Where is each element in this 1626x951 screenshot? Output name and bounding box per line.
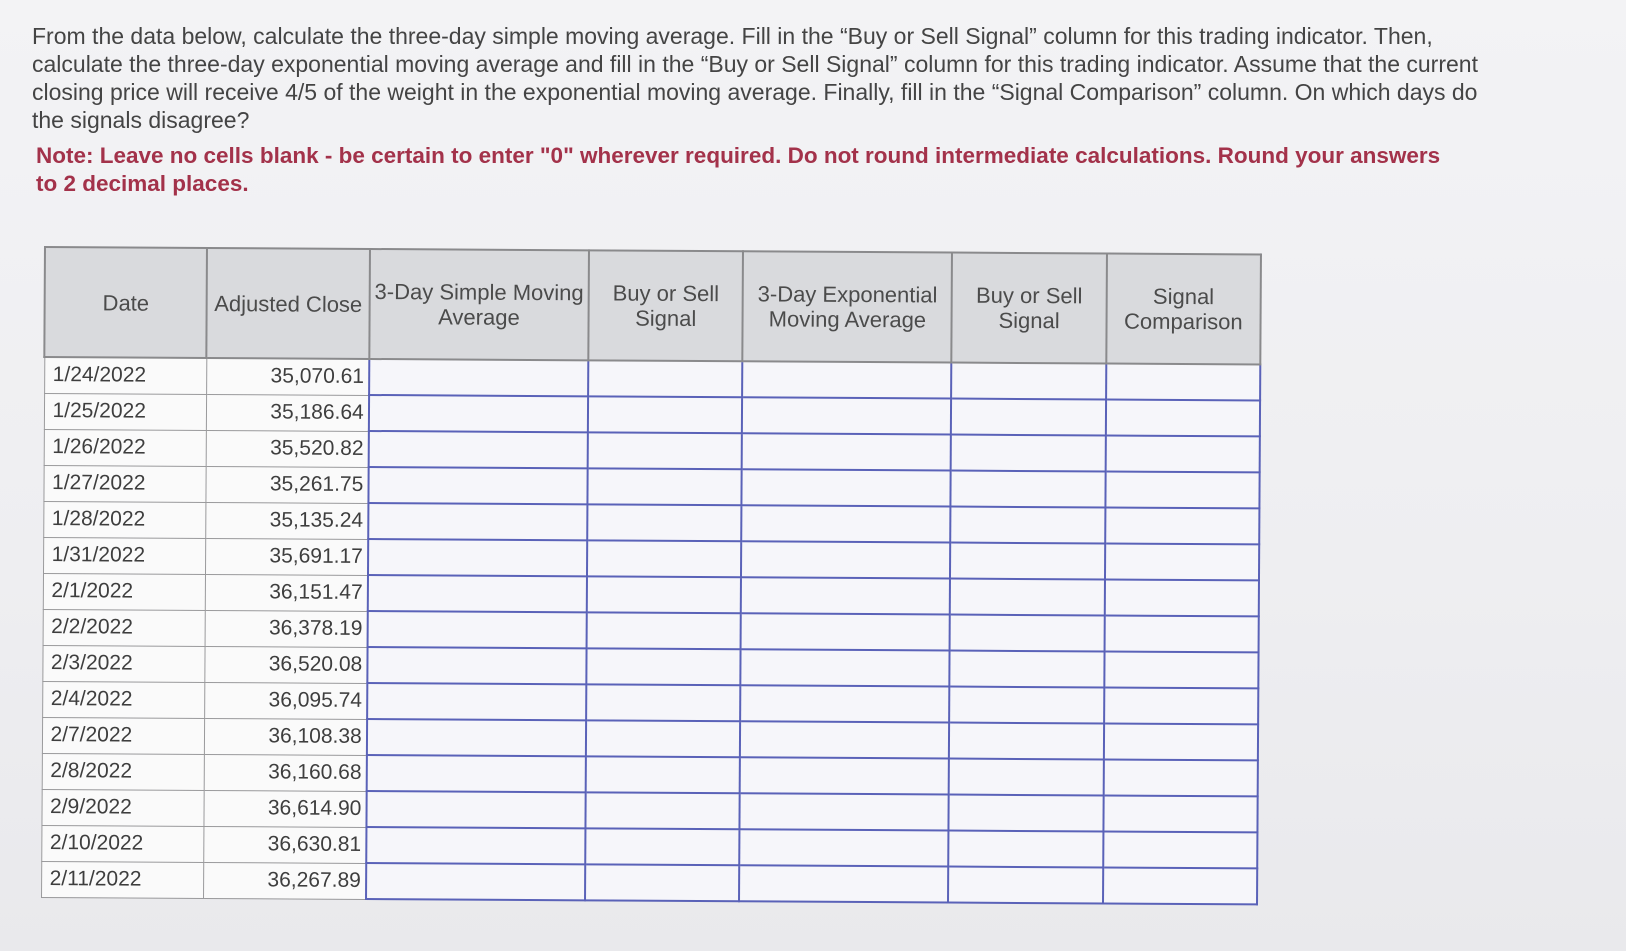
ema-input-cell[interactable] [740, 829, 949, 866]
sma-signal-input[interactable] [586, 865, 738, 900]
signal-comparison-input-cell[interactable] [1104, 723, 1259, 760]
adjusted-close-cell: 36,520.08 [205, 646, 368, 683]
ema-input-cell[interactable] [741, 541, 950, 578]
date-cell: 2/7/2022 [42, 717, 205, 754]
sma-input-cell[interactable] [366, 791, 585, 828]
sma-input-cell[interactable] [366, 827, 585, 864]
sma-signal-input[interactable] [586, 793, 738, 828]
date-cell: 2/1/2022 [43, 573, 206, 610]
date-cell: 1/26/2022 [44, 429, 207, 466]
signal-comparison-input[interactable] [1105, 652, 1258, 687]
adjusted-close-cell: 35,261.75 [206, 466, 369, 503]
ema-input-cell[interactable] [740, 757, 949, 794]
ema-signal-input[interactable] [951, 688, 1103, 723]
signal-comparison-input[interactable] [1106, 472, 1259, 507]
adjusted-close-cell: 35,070.61 [206, 358, 369, 395]
sma-input[interactable] [370, 396, 587, 431]
ema-signal-input[interactable] [950, 796, 1102, 831]
ema-input-cell[interactable] [741, 613, 950, 650]
signal-comparison-input[interactable] [1105, 580, 1258, 615]
table-row [41, 861, 1257, 904]
ema-signal-input-cell[interactable] [949, 795, 1103, 832]
sma-input[interactable] [369, 432, 586, 467]
ema-input[interactable] [743, 434, 950, 469]
signal-comparison-input-cell[interactable] [1103, 759, 1258, 796]
adjusted-close-cell: 36,614.90 [204, 790, 367, 827]
sma-signal-input[interactable] [589, 433, 741, 468]
date-cell: 2/10/2022 [41, 825, 204, 862]
sma-input[interactable] [368, 720, 585, 755]
ema-signal-input-cell[interactable] [949, 759, 1103, 796]
table-body [41, 357, 1260, 904]
header-simple-moving-average: 3-Day Simple Moving Average [369, 249, 589, 360]
sma-signal-input[interactable] [588, 469, 740, 504]
sma-signal-input-cell[interactable] [586, 720, 740, 757]
ema-input[interactable] [741, 722, 948, 757]
sma-signal-input-cell[interactable] [586, 648, 740, 685]
ema-input-cell[interactable] [742, 469, 951, 506]
question-text: From the data below, calculate the three-day simple moving average. Fill in the “Buy or Sell Signal” column for this trading indicator. Then, calculate the three-day exponential moving average and fill in the “Buy or Sell Signal” column for this trading indicator. Assume that the current closing price will receive 4/5 of the weight in the exponential moving average. Finally, fill in the “Signal Comparison” column. On which days do the signals disagree? [32, 23, 1478, 133]
ema-signal-input[interactable] [952, 472, 1104, 507]
sma-input-cell[interactable] [367, 683, 586, 720]
ema-signal-input[interactable] [952, 364, 1104, 399]
ema-signal-input[interactable] [951, 616, 1103, 651]
signal-comparison-input-cell[interactable] [1105, 435, 1260, 472]
header-signal-comparison: Signal Comparison [1106, 253, 1261, 364]
date-cell: 1/24/2022 [44, 357, 207, 394]
ema-signal-input[interactable] [952, 436, 1104, 471]
ema-input-cell[interactable] [739, 865, 948, 902]
ema-signal-input-cell[interactable] [949, 831, 1103, 868]
sma-input[interactable] [368, 684, 585, 719]
sma-signal-input[interactable] [588, 577, 740, 612]
ema-signal-input-cell[interactable] [951, 507, 1105, 544]
signal-comparison-input-cell[interactable] [1106, 399, 1261, 436]
adjusted-close-cell: 36,267.89 [203, 862, 366, 899]
ema-signal-input-cell[interactable] [951, 363, 1105, 400]
ema-input-cell[interactable] [741, 649, 950, 686]
sma-input[interactable] [367, 864, 584, 899]
sma-input[interactable] [367, 792, 584, 827]
signal-comparison-input[interactable] [1105, 724, 1258, 759]
sma-input-cell[interactable] [368, 503, 587, 540]
date-cell: 2/3/2022 [42, 645, 205, 682]
signal-comparison-input[interactable] [1107, 364, 1260, 399]
adjusted-close-cell: 35,135.24 [206, 502, 369, 539]
ema-input[interactable] [743, 362, 950, 397]
ema-input-cell[interactable] [740, 793, 949, 830]
sma-signal-input-cell[interactable] [586, 756, 740, 793]
ema-input[interactable] [743, 506, 950, 541]
sma-signal-input-cell[interactable] [588, 360, 742, 397]
sma-signal-input-cell[interactable] [585, 792, 739, 829]
sma-input[interactable] [370, 360, 587, 395]
signal-comparison-input-cell[interactable] [1105, 471, 1260, 508]
sma-signal-input-cell[interactable] [588, 396, 742, 433]
signal-comparison-input[interactable] [1107, 400, 1260, 435]
date-cell: 2/2/2022 [43, 609, 206, 646]
sma-signal-input-cell[interactable] [587, 540, 741, 577]
ema-input[interactable] [742, 578, 949, 613]
sma-input-cell[interactable] [367, 611, 586, 648]
sma-signal-input[interactable] [588, 613, 740, 648]
signal-comparison-input-cell[interactable] [1104, 651, 1259, 688]
ema-signal-input-cell[interactable] [948, 867, 1102, 904]
ema-input[interactable] [742, 542, 949, 577]
sma-input-cell[interactable] [366, 863, 585, 900]
signal-comparison-input[interactable] [1105, 688, 1258, 723]
sma-input-cell[interactable] [368, 539, 587, 576]
ema-signal-input[interactable] [952, 508, 1104, 543]
sma-input[interactable] [369, 504, 586, 539]
header-adjusted-close: Adjusted Close [207, 248, 370, 359]
ema-signal-input[interactable] [949, 868, 1101, 903]
ema-input[interactable] [741, 686, 948, 721]
ema-signal-input-cell[interactable] [950, 615, 1104, 652]
date-cell: 2/11/2022 [41, 861, 204, 898]
sma-input[interactable] [368, 648, 585, 683]
ema-input[interactable] [742, 614, 949, 649]
ema-input[interactable] [741, 794, 948, 829]
ema-input[interactable] [740, 866, 947, 901]
sma-input-cell[interactable] [366, 755, 585, 792]
sma-input[interactable] [367, 828, 584, 863]
sma-signal-input[interactable] [587, 685, 739, 720]
date-cell: 1/25/2022 [44, 393, 207, 430]
ema-signal-input[interactable] [951, 544, 1103, 579]
ema-signal-input[interactable] [950, 760, 1102, 795]
signal-comparison-input-cell[interactable] [1105, 543, 1260, 580]
ema-input[interactable] [741, 758, 948, 793]
sma-signal-input[interactable] [587, 649, 739, 684]
sma-signal-input[interactable] [588, 505, 740, 540]
signal-comparison-input[interactable] [1106, 436, 1259, 471]
signal-comparison-input[interactable] [1104, 868, 1257, 903]
ema-signal-input-cell[interactable] [951, 435, 1105, 472]
date-cell: 1/27/2022 [43, 465, 206, 502]
ema-input-cell[interactable] [740, 685, 949, 722]
date-cell: 2/8/2022 [42, 753, 205, 790]
header-sma-signal: Buy or Sell Signal [588, 250, 743, 361]
date-cell: 1/28/2022 [43, 501, 206, 538]
ema-input-cell[interactable] [742, 505, 951, 542]
sma-input-cell[interactable] [368, 467, 587, 504]
adjusted-close-cell: 36,108.38 [204, 718, 367, 755]
ema-signal-input[interactable] [950, 832, 1102, 867]
sma-signal-input[interactable] [588, 541, 740, 576]
signal-comparison-input[interactable] [1104, 796, 1257, 831]
adjusted-close-cell: 36,630.81 [204, 826, 367, 863]
sma-signal-input-cell[interactable] [585, 864, 739, 901]
ema-signal-input[interactable] [951, 652, 1103, 687]
sma-input-cell[interactable] [369, 395, 588, 432]
sma-input[interactable] [367, 756, 584, 791]
signal-comparison-input-cell[interactable] [1104, 579, 1259, 616]
sma-input[interactable] [369, 468, 586, 503]
signal-comparison-input[interactable] [1104, 760, 1257, 795]
signal-comparison-input-cell[interactable] [1105, 507, 1260, 544]
ema-input-cell[interactable] [741, 577, 950, 614]
ema-signal-input[interactable] [951, 580, 1103, 615]
adjusted-close-cell: 36,095.74 [205, 682, 368, 719]
ema-signal-input-cell[interactable] [950, 579, 1104, 616]
sma-input-cell[interactable] [368, 575, 587, 612]
ema-signal-input-cell[interactable] [950, 651, 1104, 688]
signal-comparison-input-cell[interactable] [1104, 687, 1259, 724]
adjusted-close-cell: 36,151.47 [205, 574, 368, 611]
adjusted-close-cell: 35,186.64 [206, 394, 369, 431]
date-cell: 2/9/2022 [41, 789, 204, 826]
sma-signal-input[interactable] [587, 721, 739, 756]
sma-signal-input[interactable] [587, 757, 739, 792]
ema-signal-input[interactable] [952, 400, 1104, 435]
sma-input-cell[interactable] [369, 359, 588, 396]
date-cell: 2/4/2022 [42, 681, 205, 718]
sma-signal-input-cell[interactable] [585, 828, 739, 865]
sma-signal-input[interactable] [589, 397, 741, 432]
signal-comparison-input-cell[interactable] [1104, 615, 1259, 652]
ema-signal-input-cell[interactable] [949, 687, 1103, 724]
sma-input[interactable] [368, 612, 585, 647]
sma-signal-input[interactable] [586, 829, 738, 864]
sma-input-cell[interactable] [368, 431, 587, 468]
signal-comparison-input[interactable] [1106, 508, 1259, 543]
signal-comparison-input[interactable] [1105, 616, 1258, 651]
signal-comparison-input-cell[interactable] [1103, 831, 1258, 868]
sma-signal-input[interactable] [589, 361, 741, 396]
ema-signal-input-cell[interactable] [949, 723, 1103, 760]
sma-input[interactable] [369, 576, 586, 611]
ema-input[interactable] [741, 830, 948, 865]
adjusted-close-cell: 35,691.17 [205, 538, 368, 575]
question-note: Note: Leave no cells blank - be certain to enter "0" wherever required. Do not round intermediate calculations. Round your answers to 2 decimal places. [36, 143, 1441, 196]
adjusted-close-cell: 36,160.68 [204, 754, 367, 791]
ema-input[interactable] [743, 398, 950, 433]
moving-average-table [40, 246, 1262, 905]
header-date: Date [44, 247, 207, 358]
ema-input-cell[interactable] [742, 361, 951, 398]
ema-input[interactable] [742, 650, 949, 685]
sma-input-cell[interactable] [367, 647, 586, 684]
sma-signal-input-cell[interactable] [587, 504, 741, 541]
table-header-row [44, 247, 1261, 364]
signal-comparison-input-cell[interactable] [1103, 867, 1258, 904]
sma-signal-input-cell[interactable] [587, 468, 741, 505]
sma-signal-input-cell[interactable] [587, 576, 741, 613]
sma-input-cell[interactable] [367, 719, 586, 756]
ema-input-cell[interactable] [740, 721, 949, 758]
sma-signal-input-cell[interactable] [588, 432, 742, 469]
signal-comparison-input-cell[interactable] [1106, 363, 1261, 400]
ema-input[interactable] [743, 470, 950, 505]
signal-comparison-input[interactable] [1106, 544, 1259, 579]
sma-input[interactable] [369, 540, 586, 575]
ema-signal-input-cell[interactable] [950, 543, 1104, 580]
date-cell: 1/31/2022 [43, 537, 206, 574]
header-exponential-moving-average: 3-Day Exponential Moving Average [743, 251, 953, 362]
adjusted-close-cell: 35,520.82 [206, 430, 369, 467]
sma-signal-input-cell[interactable] [587, 612, 741, 649]
signal-comparison-input-cell[interactable] [1103, 795, 1258, 832]
ema-input-cell[interactable] [742, 433, 951, 470]
ema-signal-input-cell[interactable] [951, 471, 1105, 508]
signal-comparison-input[interactable] [1104, 832, 1257, 867]
ema-signal-input-cell[interactable] [951, 399, 1105, 436]
adjusted-close-cell: 36,378.19 [205, 610, 368, 647]
sma-signal-input-cell[interactable] [586, 684, 740, 721]
header-ema-signal: Buy or Sell Signal [952, 253, 1107, 364]
ema-signal-input[interactable] [950, 724, 1102, 759]
ema-input-cell[interactable] [742, 397, 951, 434]
